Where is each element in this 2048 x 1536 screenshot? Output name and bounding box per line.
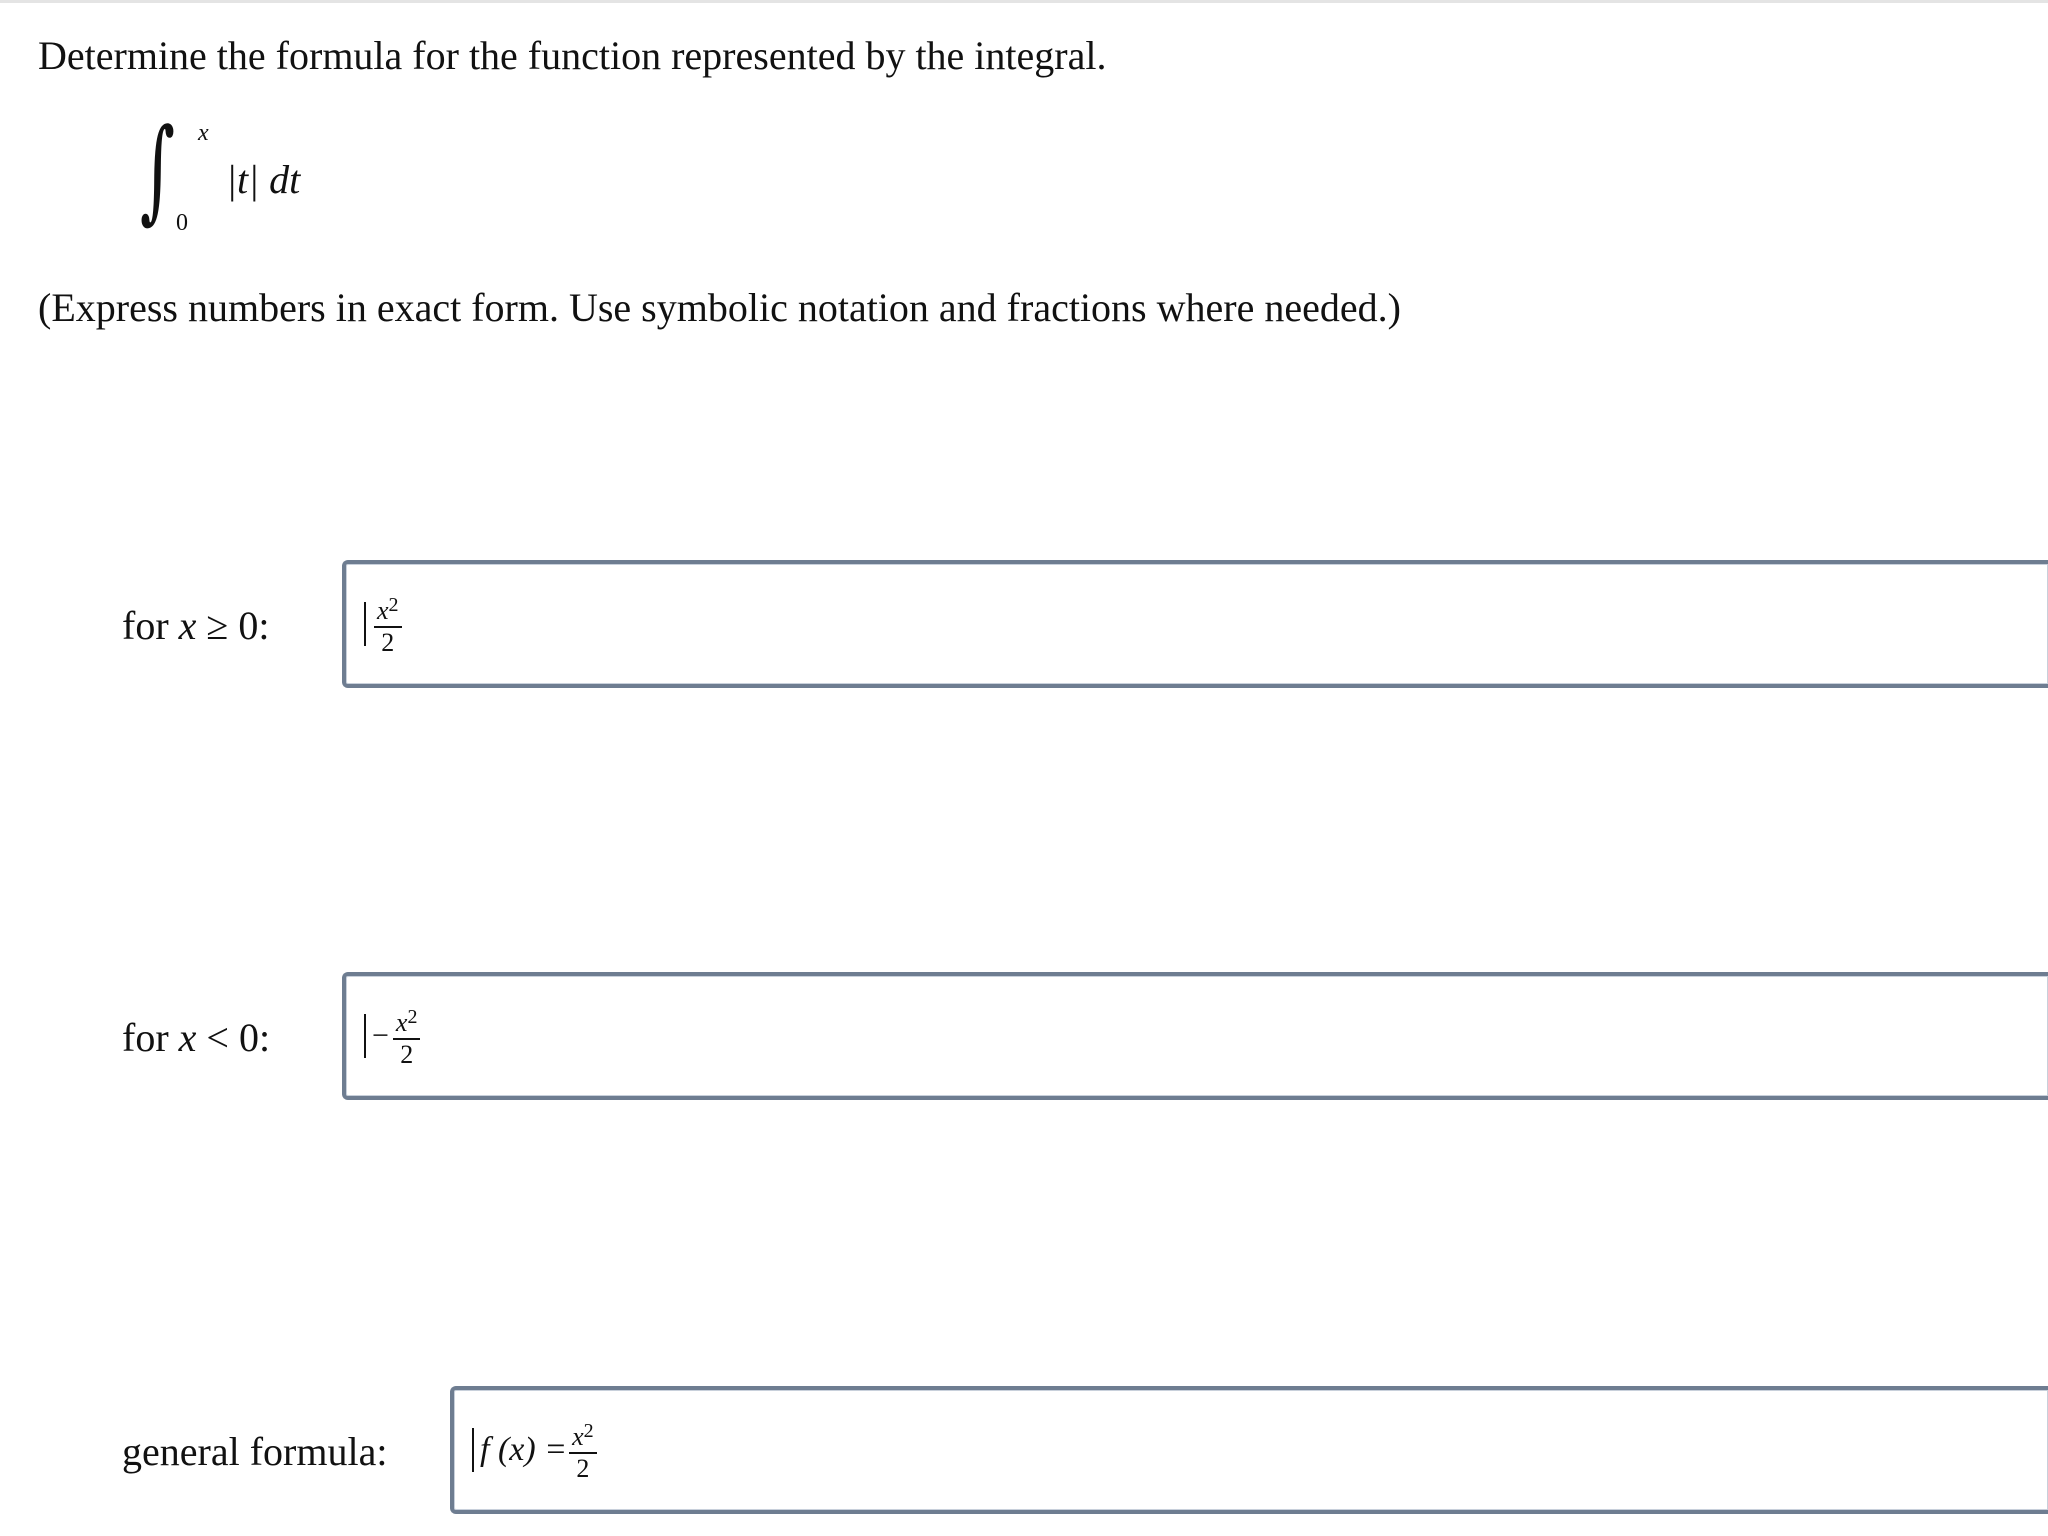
answer-input-negative[interactable]	[342, 972, 2048, 1100]
label-x-negative	[122, 1012, 270, 1064]
integral-sign: ∫	[140, 105, 176, 235]
answer-value-nonnegative	[364, 574, 404, 674]
label-general-formula: general formula:	[122, 1429, 388, 1474]
label-x-nonnegative	[122, 600, 269, 652]
answer-value-negative	[364, 986, 422, 1086]
text-cursor	[364, 1014, 366, 1058]
top-divider	[0, 0, 2048, 3]
fraction-numerator: $x^2$	[569, 1416, 597, 1454]
problem-prompt: Determine the formula for the function represented by the integral.	[38, 33, 1107, 78]
fraction	[393, 1002, 421, 1070]
fraction	[569, 1416, 597, 1484]
label-relation: ≥ 0:	[196, 603, 270, 648]
answer-input-general[interactable]	[450, 1386, 2048, 1514]
fraction-numerator: $x^2$	[374, 590, 402, 628]
fraction-denominator: 2	[400, 1040, 414, 1069]
integral-upper-limit: x	[198, 120, 209, 146]
text-cursor	[472, 1428, 474, 1472]
answer-value-general	[472, 1400, 599, 1500]
integrand: |t| dt	[226, 157, 301, 202]
answer-input-nonnegative[interactable]	[342, 560, 2048, 688]
answer-instructions: (Express numbers in exact form. Use symbolic notation and fractions where needed.)	[38, 285, 1401, 330]
label-prefix: for	[122, 603, 179, 648]
integral-lower-limit: 0	[176, 210, 188, 236]
text-cursor	[364, 602, 366, 646]
label-variable: x	[178, 1015, 197, 1060]
fraction-numerator: $x^2$	[393, 1002, 421, 1040]
negative-sign: −	[372, 1019, 389, 1052]
label-prefix: for	[122, 1015, 179, 1060]
integral-expression	[140, 105, 380, 248]
fraction-denominator: 2	[381, 628, 395, 657]
label-relation: < 0:	[196, 1015, 271, 1060]
function-lhs: f (x) =	[480, 1431, 568, 1468]
fraction	[374, 590, 402, 658]
fraction-denominator: 2	[576, 1454, 590, 1483]
label-variable: x	[178, 603, 197, 648]
